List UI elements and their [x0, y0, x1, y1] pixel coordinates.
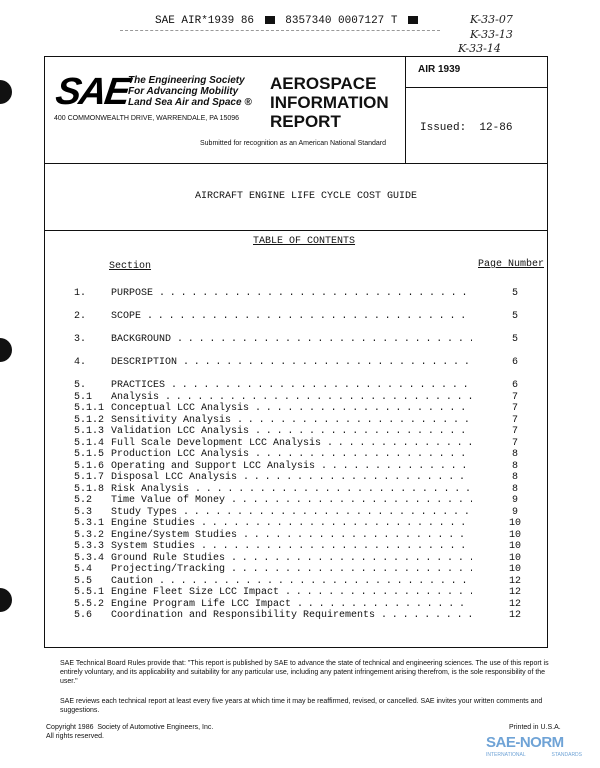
- toc-entry-title: Conceptual LCC Analysis: [111, 403, 250, 414]
- toc-entry: [0, 415, 600, 427]
- header-line: [155, 15, 422, 27]
- toc-entry-page: 8: [511, 449, 518, 460]
- toc-entry-page: 7: [511, 426, 518, 437]
- frame-divider: [45, 230, 547, 231]
- rights-line: All rights reserved.: [46, 733, 104, 740]
- toc-entry-number: 5.1.8: [74, 483, 105, 495]
- toc-leader-dots: [177, 334, 472, 346]
- toc-entry-title: Engine Fleet Size LCC Impact: [111, 587, 280, 598]
- toc-entry-page: 5: [511, 334, 518, 345]
- toc-entry-page: 12: [508, 610, 521, 621]
- toc-leader-dots: [195, 484, 472, 496]
- toc-entry-title: Coordination and Responsibility Requirements: [111, 610, 376, 621]
- sae-logo: [53, 72, 131, 112]
- report-type-line-2: INFORMATION: [270, 93, 389, 112]
- toc-entry: [0, 518, 600, 530]
- toc-entry-title: Study Types: [111, 506, 178, 518]
- toc-entry-number: 5.5: [74, 575, 93, 587]
- printed-line: Printed in U.S.A.: [509, 724, 561, 731]
- toc-entry-title: Sensitivity Analysis: [111, 414, 232, 426]
- doc-number: AIR 1939: [418, 64, 461, 75]
- toc-entry-page: 7: [511, 437, 518, 449]
- toc-entry: [0, 380, 600, 392]
- toc-entry-title: Validation LCC Analysis: [111, 426, 250, 437]
- toc-entry-title: Risk Analysis: [111, 483, 190, 495]
- toc-entry-title: Engine Program Life LCC Impact: [111, 598, 292, 610]
- toc-entry-page: 12: [508, 575, 521, 587]
- handwritten-note-1: K-33-07: [470, 13, 513, 26]
- toc-entry: [0, 311, 600, 323]
- toc-leader-dots: [147, 311, 472, 323]
- watermark-main: SAE-NORM: [486, 734, 564, 751]
- toc-entry: [0, 610, 600, 622]
- toc-entry-page: 12: [508, 598, 521, 610]
- logo-text: SAE: [53, 71, 132, 113]
- toc-entry: [0, 599, 600, 611]
- toc-entry-page: 8: [511, 460, 518, 472]
- toc-entry-page: 10: [508, 529, 521, 541]
- watermark-right: STANDARDS: [551, 752, 582, 758]
- toc-heading: TABLE OF CONTENTS: [253, 236, 356, 247]
- toc-entry-number: 5.3: [74, 506, 93, 518]
- toc-leader-dots: [171, 380, 472, 392]
- toc-entry: [0, 288, 600, 300]
- toc-entry: [0, 334, 600, 346]
- toc-leader-dots: [183, 507, 472, 519]
- toc-leader-dots: [183, 357, 472, 369]
- toc-entry-number: 5.1.4: [74, 437, 105, 449]
- toc-entry: [0, 576, 600, 588]
- toc-leader-dots: [159, 288, 472, 300]
- society-address: 400 COMMONWEALTH DRIVE, WARRENDALE, PA 15096: [54, 115, 240, 122]
- toc-entry: [0, 530, 600, 542]
- toc-entry-page: 8: [511, 472, 518, 483]
- toc-leader-dots: [243, 530, 472, 542]
- toc-entry-number: 2.: [74, 311, 87, 322]
- toc-column-section: Section: [109, 261, 152, 272]
- toc-leader-dots: [243, 472, 472, 484]
- toc-entry-title: Engine Studies: [111, 518, 196, 529]
- sae-norm-watermark: [486, 734, 598, 758]
- watermark-left: INTERNATIONAL: [486, 752, 526, 758]
- toc-entry-page: 10: [508, 564, 521, 575]
- issued-date: Issued: 12-86: [420, 122, 513, 134]
- toc-entry-page: 12: [508, 587, 521, 598]
- toc-entry-title: Caution: [111, 575, 154, 587]
- toc-entry: [0, 564, 600, 576]
- report-type-line-3: REPORT: [270, 112, 341, 131]
- toc-leader-dots: [231, 553, 472, 565]
- toc-leader-dots: [255, 426, 472, 438]
- toc-entry-page: 10: [508, 518, 521, 529]
- toc-leader-dots: [231, 495, 472, 507]
- toc-entry-number: 5.1.2: [74, 414, 105, 426]
- toc-entry: [0, 553, 600, 565]
- toc-leader-dots: [255, 403, 472, 415]
- toc-entry-title: BACKGROUND: [111, 334, 172, 345]
- toc-leader-dots: [321, 461, 472, 473]
- toc-entry: [0, 484, 600, 496]
- toc-leader-dots: [231, 564, 472, 576]
- toc-entry-title: Analysis: [111, 391, 160, 403]
- toc-entry-title: DESCRIPTION: [111, 357, 178, 368]
- toc-leader-dots: [285, 587, 472, 599]
- toc-leader-dots: [327, 438, 472, 450]
- header-block-mark: [265, 16, 275, 24]
- toc-entry-title: Engine/System Studies: [111, 529, 238, 541]
- toc-entry: [0, 472, 600, 484]
- toc-leader-dots: [237, 415, 472, 427]
- toc-entry: [0, 426, 600, 438]
- handwritten-note-3: K-33-14: [458, 42, 501, 55]
- toc-entry-number: 5.6: [74, 610, 93, 621]
- toc-entry-number: 5.1.5: [74, 449, 105, 460]
- frame-vertical-divider: [405, 57, 406, 163]
- header-code: 8357340 0007127 T: [285, 15, 398, 27]
- toc-entry-page: 8: [511, 483, 518, 495]
- document-title: AIRCRAFT ENGINE LIFE CYCLE COST GUIDE: [194, 191, 418, 202]
- toc-entry-page: 5: [511, 311, 518, 322]
- toc-entry-title: System Studies: [111, 541, 196, 552]
- toc-entry-page: 7: [511, 403, 518, 414]
- toc-entry: [0, 541, 600, 553]
- toc-entry-page: 6: [511, 380, 518, 391]
- toc-column-page: Page Number: [478, 259, 545, 270]
- toc-entry-number: 3.: [74, 334, 87, 345]
- toc-entry: [0, 357, 600, 369]
- toc-entry-page: 10: [508, 552, 521, 564]
- toc-entry-page: 6: [511, 357, 518, 368]
- header-rule: [120, 30, 440, 31]
- toc-entry-title: Full Scale Development LCC Analysis: [111, 437, 322, 449]
- toc-entry-number: 1.: [74, 288, 87, 299]
- toc-entry-number: 5.2: [74, 495, 93, 506]
- toc-entry-number: 5.1.7: [74, 472, 105, 483]
- frame-divider: [405, 87, 547, 88]
- society-name: [128, 75, 252, 108]
- toc-entry: [0, 449, 600, 461]
- toc-leader-dots: [165, 392, 472, 404]
- toc-entry-number: 5.1.1: [74, 403, 105, 414]
- toc-entry-page: 9: [511, 506, 518, 518]
- handwritten-note-2: K-33-13: [470, 28, 513, 41]
- toc-entry: [0, 461, 600, 473]
- toc-entry-page: 7: [511, 391, 518, 403]
- toc-entry-number: 5.: [74, 380, 87, 391]
- toc-leader-dots: [381, 610, 472, 622]
- review-note: SAE reviews each technical report at least every five years at which time it may be reaffirmed, revised, or cancelled. SAE invites your written comments and suggestions.: [60, 698, 543, 714]
- toc-entry: [0, 507, 600, 519]
- toc-entry: [0, 495, 600, 507]
- toc-entry: [0, 587, 600, 599]
- header-doc-id: SAE AIR*1939 86: [155, 15, 255, 27]
- toc-entry-title: Ground Rule Studies: [111, 552, 226, 564]
- toc-entry-title: Disposal LCC Analysis: [111, 472, 238, 483]
- toc-entry-title: Time Value of Money: [111, 495, 226, 506]
- toc-entry-number: 5.3.4: [74, 552, 105, 564]
- toc-entry-page: 5: [511, 288, 518, 299]
- toc-entry-number: 5.4: [74, 564, 93, 575]
- toc-entry-number: 5.3.2: [74, 529, 105, 541]
- toc-entry-title: PURPOSE: [111, 288, 154, 299]
- toc-entry-title: PRACTICES: [111, 380, 166, 391]
- toc-leader-dots: [159, 576, 472, 588]
- toc-entry-number: 5.5.2: [74, 598, 105, 610]
- toc-leader-dots: [201, 541, 472, 553]
- toc-entry-page: 7: [511, 414, 518, 426]
- toc-entry-title: Production LCC Analysis: [111, 449, 250, 460]
- toc-entry: [0, 403, 600, 415]
- submitted-note: Submitted for recognition as an American National Standard: [200, 140, 386, 147]
- header-block-mark: [408, 16, 418, 24]
- toc-entry-number: 5.1: [74, 391, 93, 403]
- binder-hole-icon: [0, 80, 12, 104]
- toc-leader-dots: [255, 449, 472, 461]
- toc-entry-number: 5.1.6: [74, 460, 105, 472]
- toc-entry-number: 5.5.1: [74, 587, 105, 598]
- toc-entry-title: Operating and Support LCC Analysis: [111, 460, 316, 472]
- society-line-1: The Engineering Society: [128, 75, 245, 86]
- toc-entry-page: 10: [508, 541, 521, 552]
- toc-leader-dots: [201, 518, 472, 530]
- frame-divider: [45, 163, 547, 164]
- toc-entry: [0, 438, 600, 450]
- society-line-2: For Advancing Mobility: [128, 86, 239, 97]
- board-rules-note: SAE Technical Board Rules provide that: "This report is published by SAE to advance the state of technical and engineering sciences. The use of this report is entirely voluntary, and its applicability and suitability for any particular use, including any patent infringement arising therefrom, is the sole responsibility of the user.": [60, 660, 549, 685]
- toc-entry-number: 5.3.1: [74, 518, 105, 529]
- toc-entry-title: Projecting/Tracking: [111, 564, 226, 575]
- report-type: [270, 74, 389, 131]
- society-line-3: Land Sea Air and Space ®: [128, 97, 252, 108]
- toc-entry-number: 5.3.3: [74, 541, 105, 552]
- toc-entry-number: 4.: [74, 357, 87, 368]
- toc-entry-title: SCOPE: [111, 311, 142, 322]
- toc-entry: [0, 392, 600, 404]
- toc-leader-dots: [297, 599, 472, 611]
- report-type-line-1: AEROSPACE: [270, 74, 377, 93]
- copyright-line: Copyright 1986 Society of Automotive Engineers, Inc.: [46, 724, 214, 731]
- toc-entry-page: 9: [511, 495, 518, 506]
- toc-entry-number: 5.1.3: [74, 426, 105, 437]
